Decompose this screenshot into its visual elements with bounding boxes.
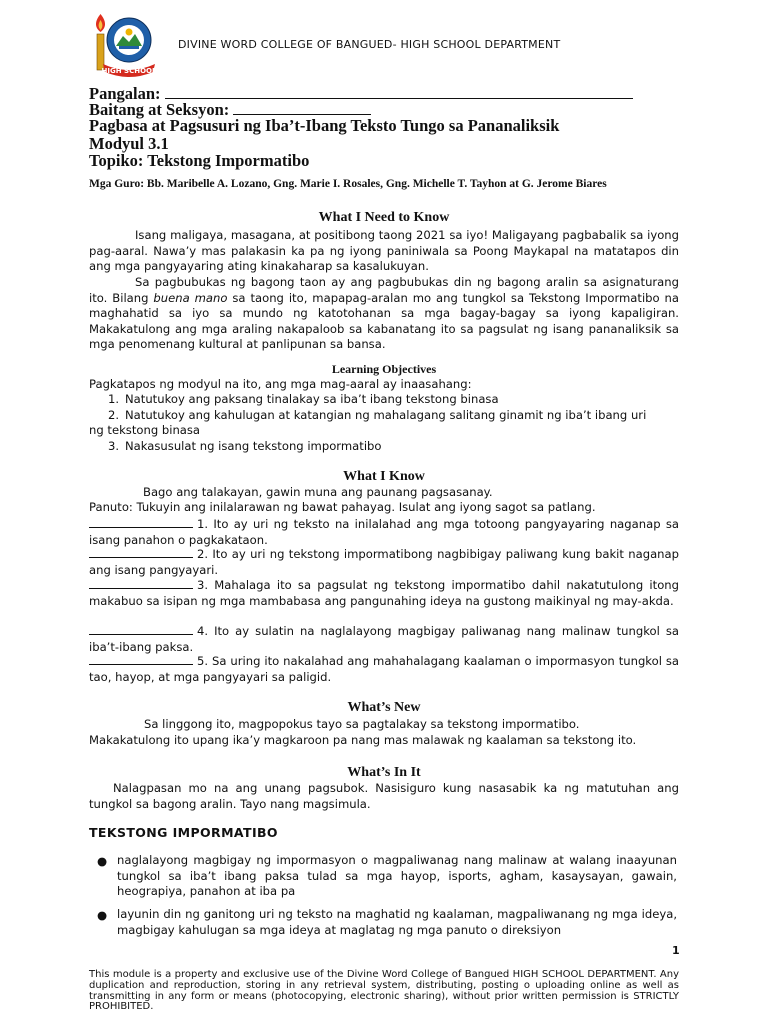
objective-item: 1. Natutukoy ang paksang tinalakay sa iba’t ibang tekstong binasa [107,392,499,406]
answer-blank[interactable] [89,623,193,635]
whats-new-line-1: Sa linggong ito, magpopokus tayo sa pagtalakay sa tekstong impormatibo. [144,717,580,731]
learning-objectives-title: Learning Objectives [331,362,437,376]
objective-item: 2. Natutukoy ang kahulugan at katangian ng mahalagang salitang ginamit ng iba’t ibang uri [107,408,647,422]
section-whats-in-it: What’s In It [347,765,421,780]
whats-in-it-paragraph: Nalagpasan mo na ang unang pagsubok. Nasisiguro kung nasasabik ka ng matutuhan ang tungkol sa bagong aralin. Tayo nang magsimula. [89,781,679,811]
section-what-i-need-to-know: What I Need to Know [318,210,450,225]
answer-blank[interactable] [89,546,193,558]
what-i-know-intro: Bago ang talakayan, gawin muna ang paunang pagsasanay. [143,485,493,499]
teachers-list: Mga Guro: Bb. Maribelle A. Lozano, Gng. Marie I. Rosales, Gng. Michelle T. Tayhon at G. Jerome Biares [89,178,607,190]
topic-title: Topiko: Tekstong Impormatibo [89,151,310,170]
name-blank[interactable] [165,85,633,99]
whats-new-line-2: Makakatulong ito upang ika’y magkaroon pa nang mas malawak ng kaalaman sa tekstong ito. [89,733,637,747]
bullet-item: ● naglalayong magbigay ng impormasyon o magpaliwanag nang malinaw at walang inaayunan tungkol sa iba’t ibang paksa tulad sa mga hayop, isports, agham, kasaysayan, gawain, heograpiya, panahon at iba pa [97,853,677,899]
answer-blank[interactable] [89,653,193,665]
question-item: 3. Mahalaga ito sa pagsulat ng tekstong impormatibo dahil nakatutulong itong makabuo sa isipan ng mga mambabasa ang pangunahing ideya na gustong maikinyal ng may-akda. [89,578,679,608]
bullet-item: ● layunin din ng ganitong uri ng teksto na maghatid ng kaalaman, magpaliwanang ng mga ideya, magbigay kahulugan sa mga ideya at maglatag ng mga panuto o direksiyon [97,907,677,937]
answer-blank[interactable] [89,516,193,528]
objective-item-continued: ng tekstong binasa [89,423,201,437]
copyright-footer: This module is a property and exclusive use of the Divine Word College of Bangued HIGH SCHOOL DEPARTMENT. Any duplication and reproduction, storing in any retrieval system, distributing, posting o uploading online as well as transmitting in any form or means (photocopying, electronic sharing), without prior written permission is STRICTLY PROHIBITED. [89,969,679,1013]
course-title: Pagbasa at Pagsusuri ng Iba’t-Ibang Teksto Tungo sa Pananaliksik [89,116,560,135]
p2-emphasis: buena mano [153,290,228,305]
page-number: 1 [672,944,680,957]
question-item: 1. Ito ay uri ng teksto na inilalahad ang mga totoong pangyayaring naganap sa isang panahon o pagkakataon. [89,517,679,547]
bullet-icon: ● [97,854,108,868]
logo-banner-text: HIGH SCHOOL [101,67,157,75]
bullet-icon: ● [97,908,108,922]
answer-blank[interactable] [89,577,193,589]
question-item: 2. Ito ay uri ng tekstong impormatibong nagbibigay paliwang kung bakit naganap ang isang pangyayari. [89,547,679,577]
school-name: DIVINE WORD COLLEGE OF BANGUED- HIGH SCHOOL DEPARTMENT [178,38,561,51]
intro-paragraph-1: Isang maligaya, masagana, at positibong taong 2021 sa iyo! Maligayang pagbabalik sa iyong pag-aaral. Nawa’y mas palakasin ka pa ng iyong paniniwala sa Poong Maykapal na matatapos din ang mga pangyayaring ating kinakaharap sa kasalukuyan. [89,228,679,274]
section-what-i-know: What I Know [343,469,425,484]
section-whats-new: What’s New [347,700,421,715]
intro-paragraph-2 [89,275,679,353]
school-logo [89,8,157,80]
p2-start: Sa pagbubukas ng bagong taon ay ang pagbubukas din ng bagong aralin sa asignaturang ito. Bilang [89,275,679,305]
what-i-know-instructions: Panuto: Tukuyin ang inilalarawan ng bawat pahayag. Isulat ang iyong sagot sa patlang. [89,500,596,514]
grade-blank[interactable] [233,101,371,115]
p2-end: sa taong ito, mapapag-aralan mo ang tungkol sa Tekstong Impormatibo na maghahatid sa iyo sa mundo ng katotohanan sa mga bagay-bagay sa iyong kapaligiran. Makakatulong ang mga araling nakapaloob sa kabanatang ito sa pagsulat ng isang pananaliksik sa mga penomenang kultural at panlipunan sa bansa. [89,290,679,352]
grade-label: Baitang at Seksyon: [89,100,230,119]
name-label: Pangalan: [89,84,161,103]
objective-item: 3. Nakasusulat ng isang tekstong impormatibo [107,439,382,453]
tekstong-impormatibo-heading: TEKSTONG IMPORMATIBO [89,825,278,840]
module-number: Modyul 3.1 [89,134,169,153]
question-item: 5. Sa uring ito nakalahad ang mahahalagang kaalaman o impormasyon tungkol sa tao, hayop, at mga pangyayari sa paligid. [89,654,679,684]
objectives-intro: Pagkatapos ng modyul na ito, ang mga mag-aaral ay inaasahang: [89,377,472,391]
question-item: 4. Ito ay sulatin na naglalayong magbigay paliwanag nang malinaw tungkol sa iba’t-ibang paksa. [89,624,679,654]
